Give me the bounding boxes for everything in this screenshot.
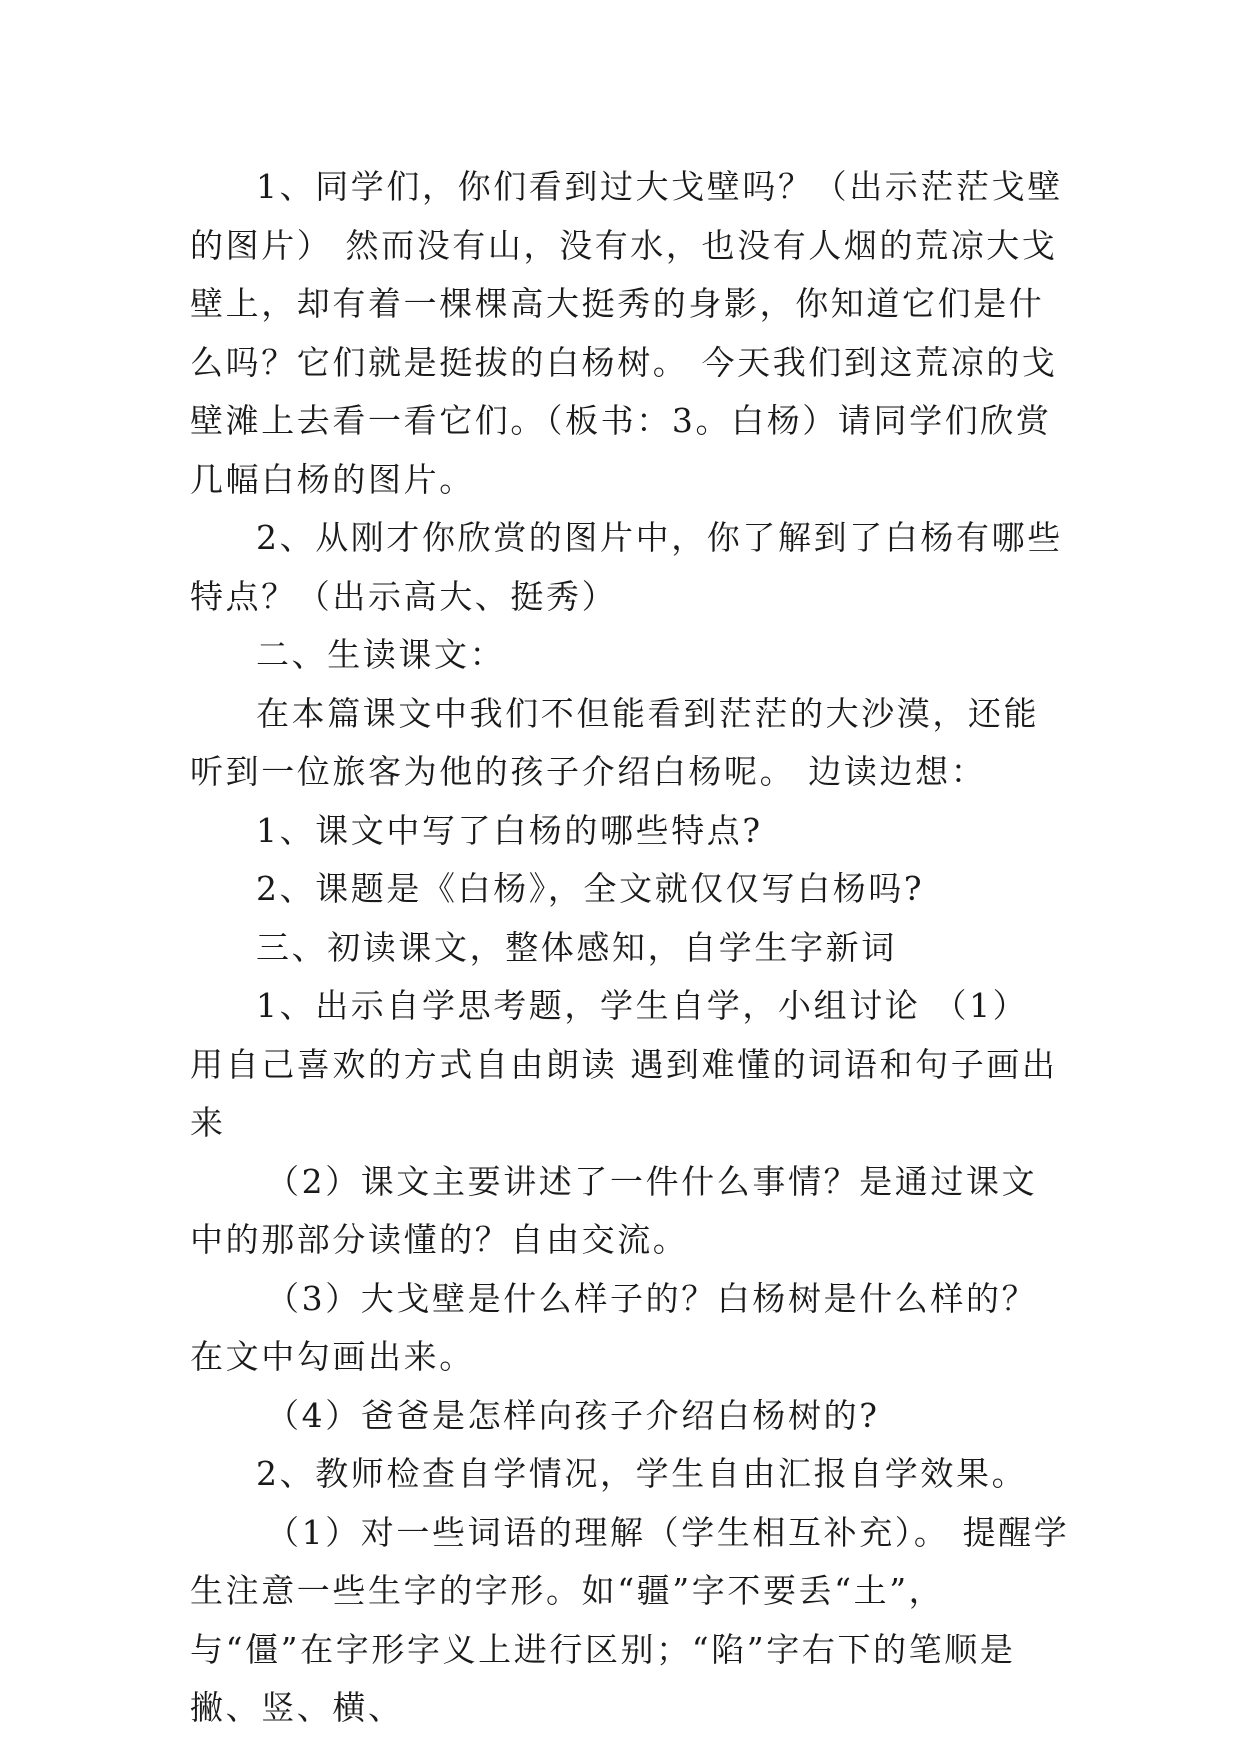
section-heading-2: 二、生读课文： [256, 635, 506, 674]
paragraph-intro: 1、同学们，你们看到过大戈壁吗？（出示茫茫戈壁的图片） 然而没有山，没有水，也没有人烟的荒凉大戈壁上，却有着一棵棵高大挺秀的身影，你知道它们是什么吗？它们就是挺拔的白杨树。 今天我们到这荒凉的戈壁滩上去看一看它们。（板书：3。白杨）请同学们欣赏几幅白杨的图片。 [190, 167, 1063, 499]
list-item-question-2: 2、课题是《白杨》，全文就仅仅写白杨吗? [256, 869, 925, 908]
sub-item-4: （4）爸爸是怎样向孩子介绍白杨树的? [266, 1395, 880, 1435]
paragraph-teacher-check: 2、教师检查自学情况，学生自由汇报自学效果。 [256, 1454, 1028, 1493]
list-item-question-1: 1、课文中写了白杨的哪些特点? [256, 810, 763, 850]
sub-item-vocabulary: （1）对一些词语的理解（学生相互补充）。 提醒学生注意一些生字的字形。如“疆”字不要丢“土”，与“僵”在字形字义上进行区别；“陷”字右下的笔顺是撇、竖、横、 [190, 1512, 1070, 1727]
paragraph-self-study: 1、出示自学思考题，学生自学，小组讨论 （1） 用自己喜欢的方式自由朗读 遇到难懂的词语和句子画出来 [190, 986, 1058, 1142]
sub-item-3: （3）大戈壁是什么样子的？白杨树是什么样的？在文中勾画出来。 [190, 1278, 1038, 1376]
sub-item-2: （2）课文主要讲述了一件什么事情？是通过课文中的那部分读懂的？自由交流。 [190, 1161, 1038, 1259]
paragraph-read-think: 在本篇课文中我们不但能看到茫茫的大沙漠，还能听到一位旅客为他的孩子介绍白杨呢。 边读边想： [190, 693, 1040, 791]
paragraph-features-question: 2、从刚才你欣赏的图片中，你了解到了白杨有哪些特点？（出示高大、挺秀） [190, 518, 1063, 616]
section-heading-3: 三、初读课文，整体感知，自学生字新词 [256, 927, 897, 967]
document-body [190, 158, 1070, 1738]
